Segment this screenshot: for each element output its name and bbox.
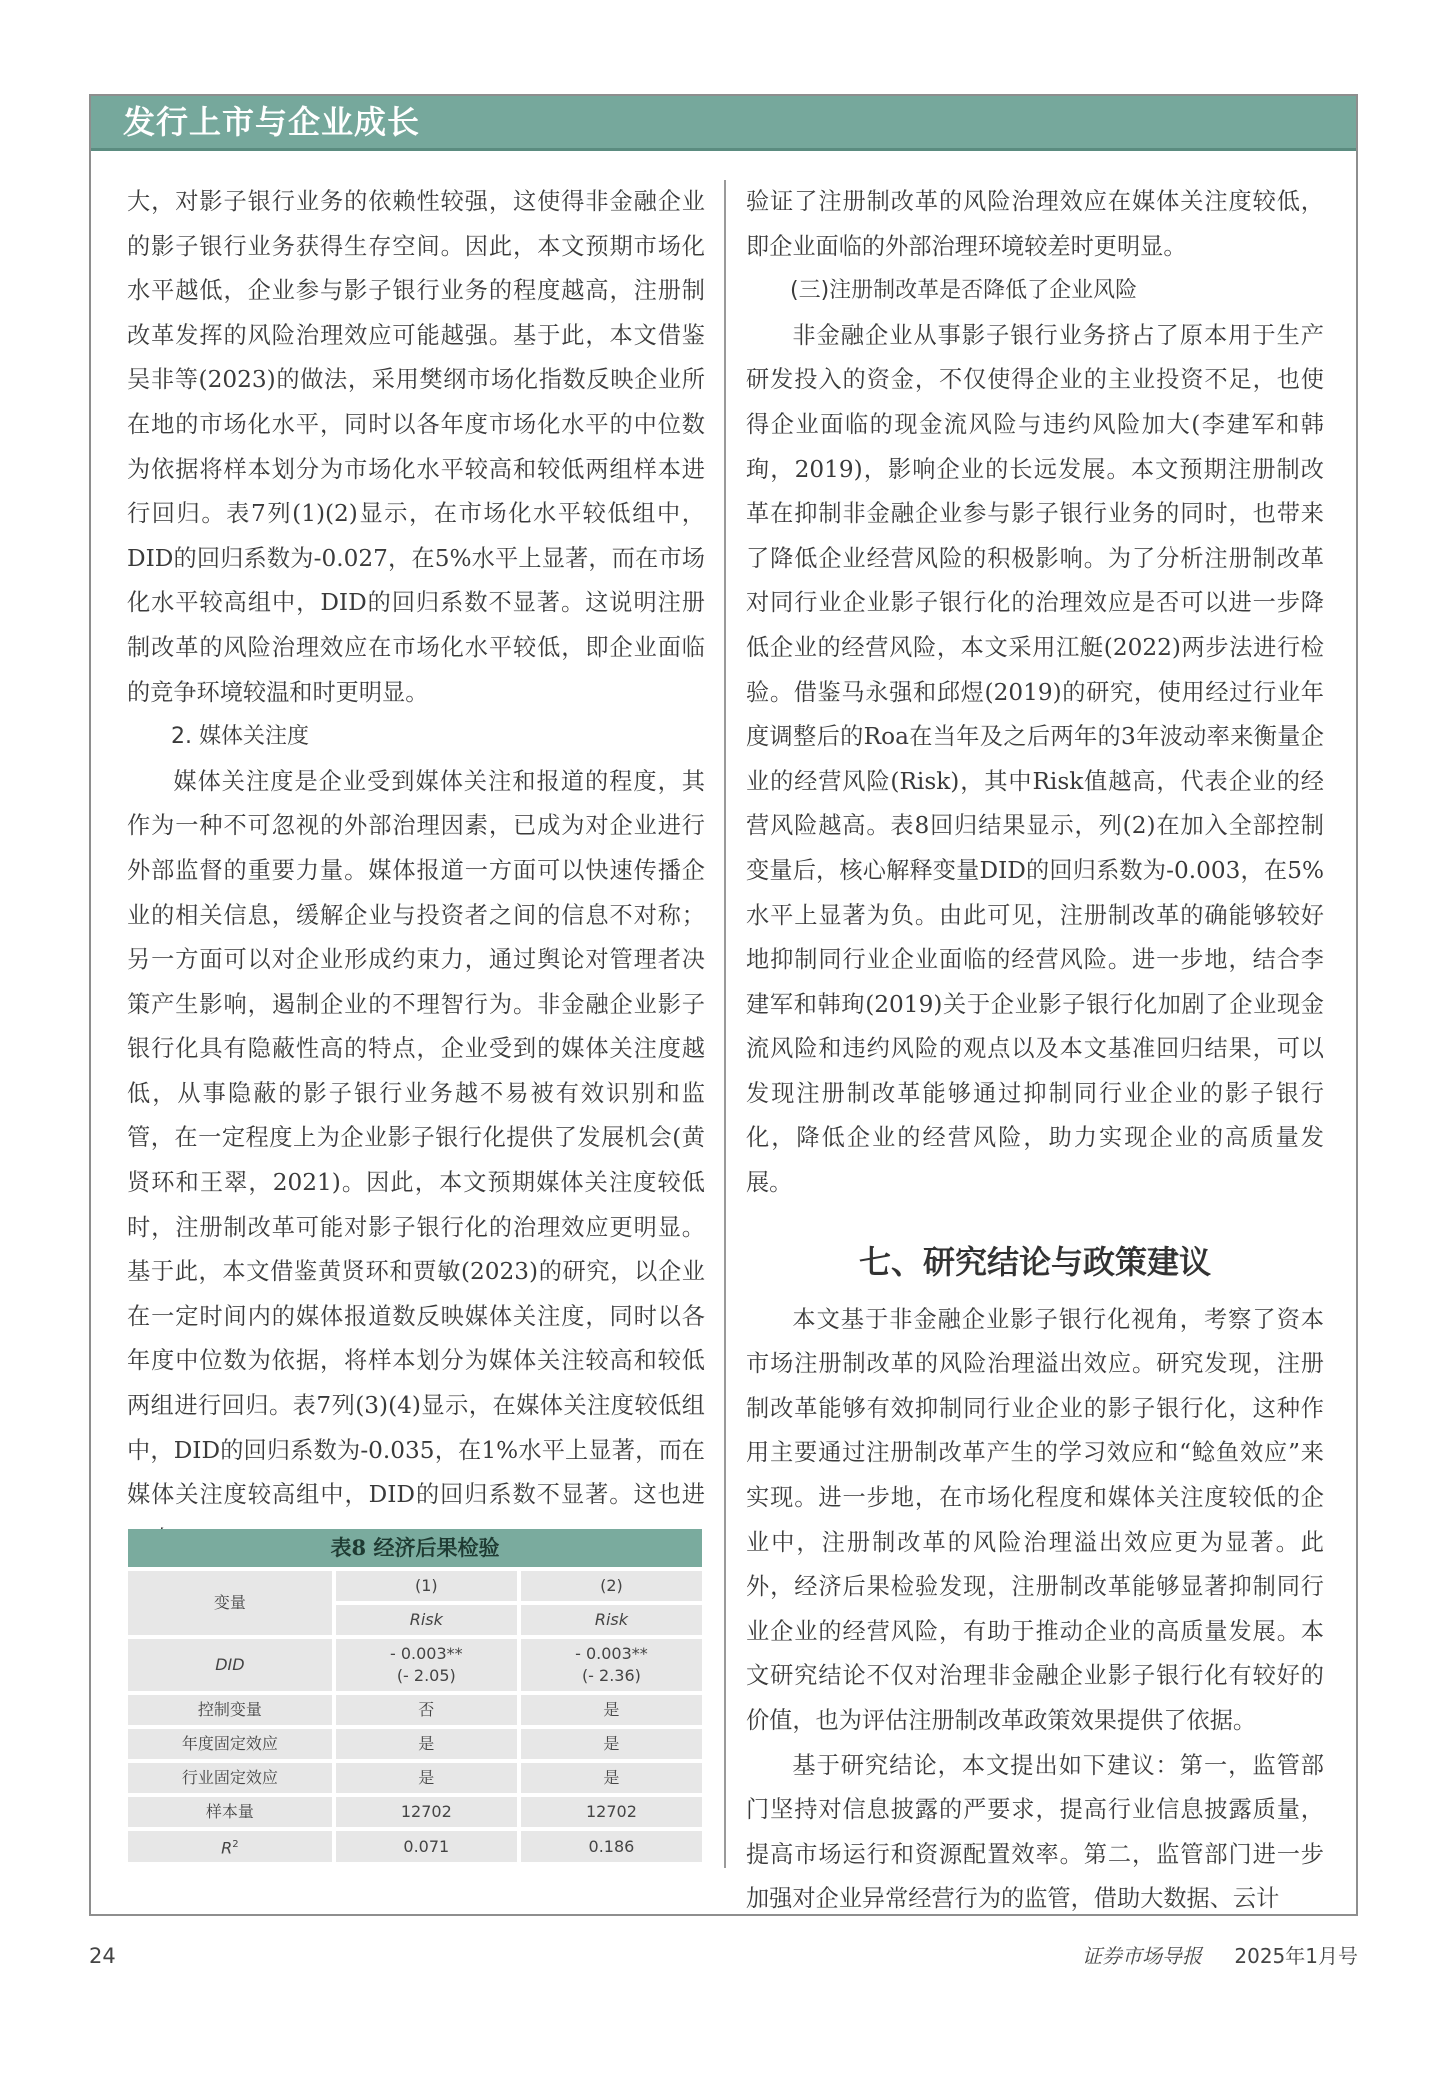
table-row bbox=[128, 1763, 702, 1793]
row-col2: 是 bbox=[521, 1695, 702, 1725]
table-row bbox=[128, 1729, 702, 1759]
did-col1-t: (- 2.05) bbox=[396, 1666, 456, 1685]
table-row bbox=[128, 1639, 702, 1691]
r2-col2: 0.186 bbox=[521, 1831, 702, 1862]
table-row bbox=[128, 1831, 702, 1862]
table-row bbox=[128, 1571, 702, 1601]
left-paragraph-2: 媒体关注度是企业受到媒体关注和报道的程度，其作为一种不可忽视的外部治理因素，已成为对企业进行外部监督的重要力量。媒体报道一方面可以快速传播企业的相关信息，缓解企业与投资者之间的信息不对称；另一方面可以对企业形成约束力，通过舆论对管理者决策产生影响，遏制企业的不理智行为。非金融企业影子银行化具有隐蔽性高的特点，企业受到的媒体关注度越低，从事隐蔽的影子银行业务越不易被有效识别和监管，在一定程度上为企业影子银行化提供了发展机会(黄贤环和王翠，2021)。因此，本文预期媒体关注度较低时，注册制改革可能对影子银行化的治理效应更明显。基于此，本文借鉴黄贤环和贾敏(2023)的研究，以企业在一定时间内的媒体报道数反映媒体关注度，同时以各年度中位数为依据，将样本划分为媒体关注较高和较低两组进行回归。表7列(3)(4)显示，在媒体关注度较低组中，DID的回归系数为-0.035，在1%水平上显著，而在媒体关注度较高组中，DID的回归系数不显著。这也进 bbox=[127, 767, 705, 1509]
col2-number: (2) bbox=[521, 1571, 702, 1601]
right-paragraph-1: 验证了注册制改革的风险治理效应在媒体关注度较低，即企业面临的外部治理环境较差时更明显。 bbox=[746, 188, 1324, 260]
table-row bbox=[128, 1695, 702, 1725]
journal-footer bbox=[1082, 1940, 1358, 1969]
journal-issue: 2025年1月号 bbox=[1234, 1944, 1358, 1968]
table-row bbox=[128, 1797, 702, 1827]
table-caption: 表8 经济后果检验 bbox=[128, 1529, 702, 1567]
row-col1: 否 bbox=[336, 1695, 517, 1725]
row-label: 年度固定效应 bbox=[128, 1729, 332, 1759]
col1-dependent: Risk bbox=[336, 1605, 517, 1635]
row-label: 行业固定效应 bbox=[128, 1763, 332, 1793]
left-column bbox=[127, 180, 705, 1562]
page-number: 24 bbox=[89, 1944, 116, 1968]
left-paragraph-1: 大，对影子银行业务的依赖性较强，这使得非金融企业的影子银行业务获得生存空间。因此，本文预期市场化水平越低，企业参与影子银行业务的程度越高，注册制改革发挥的风险治理效应可能越强。基于此，本文借鉴吴非等(2023)的做法，采用樊纲市场化指数反映企业所在地的市场化水平，同时以各年度市场化水平的中位数为依据将样本划分为市场化水平较高和较低两组样本进行回归。表7列(1)(2)显示，在市场化水平较低组中，DID的回归系数为-0.027，在5%水平上显著，而在市场化水平较高组中，DID的回归系数不显著。这说明注册制改革的风险治理效应在市场化水平较低，即企业面临的竞争环境较温和时更明显。 bbox=[127, 188, 705, 706]
col1-number: (1) bbox=[336, 1571, 517, 1601]
did-col1-coef: - 0.003** bbox=[389, 1644, 463, 1663]
r2-sup: 2 bbox=[232, 1839, 239, 1850]
right-subhead-risk: (三)注册制改革是否降低了企业风险 bbox=[790, 278, 1138, 304]
variable-header: 变量 bbox=[128, 1571, 332, 1635]
did-col2-coef: - 0.003** bbox=[575, 1644, 648, 1663]
journal-name: 证券市场导报 bbox=[1082, 1944, 1203, 1968]
column-divider bbox=[724, 180, 726, 1868]
row-col1: 12702 bbox=[336, 1797, 517, 1827]
row-col1: 是 bbox=[336, 1729, 517, 1759]
did-col1-cell bbox=[336, 1639, 517, 1691]
section-header-bar bbox=[91, 96, 1356, 151]
row-col2: 是 bbox=[521, 1729, 702, 1759]
row-col2: 是 bbox=[521, 1763, 702, 1793]
r2-label: R bbox=[221, 1838, 233, 1858]
right-column bbox=[746, 180, 1324, 1922]
table-8 bbox=[124, 1529, 706, 1866]
did-col2-t: (- 2.36) bbox=[581, 1666, 641, 1685]
row-col1: 是 bbox=[336, 1763, 517, 1793]
row-label: 样本量 bbox=[128, 1797, 332, 1827]
left-subhead-media: 2. 媒体关注度 bbox=[171, 724, 309, 750]
table-8-wrapper bbox=[128, 1529, 702, 1866]
r2-col1: 0.071 bbox=[336, 1831, 517, 1862]
col2-dependent: Risk bbox=[521, 1605, 702, 1635]
right-paragraph-2: 非金融企业从事影子银行业务挤占了原本用于生产研发投入的资金，不仅使得企业的主业投资不足，也使得企业面临的现金流风险与违约风险加大(李建军和韩珣，2019)，影响企业的长远发展。本文预期注册制改革在抑制非金融企业参与影子银行业务的同时，也带来了降低企业经营风险的积极影响。为了分析注册制改革对同行业企业影子银行化的治理效应是否可以进一步降低企业的经营风险，本文采用江艇(2022)两步法进行检验。借鉴马永强和邱煜(2019)的研究，使用经过行业年度调整后的Roa在当年及之后两年的3年波动率来衡量企业的经营风险(Risk)，其中Risk值越高，代表企业的经营风险越高。表8回归结果显示，列(2)在加入全部控制变量后，核心解释变量DID的回归系数为-0.003，在5%水平上显著为负。由此可见，注册制改革的确能够较好地抑制同行业企业面临的经营风险。进一步地，结合李建军和韩珣(2019)关于企业影子银行化加剧了企业现金流风险和违约风险的观点以及本文基准回归结果，可以发现注册制改革能够通过抑制同行业企业的影子银行化，降低企业的经营风险，助力实现企业的高质量发展。 bbox=[746, 321, 1324, 1197]
section-title: 发行上市与企业成长 bbox=[123, 103, 421, 141]
row-label: 控制变量 bbox=[128, 1695, 332, 1725]
right-paragraph-3: 本文基于非金融企业影子银行化视角，考察了资本市场注册制改革的风险治理溢出效应。研究发现，注册制改革能够有效抑制同行业企业的影子银行化，这种作用主要通过注册制改革产生的学习效应和“鲶鱼效应”来实现。进一步地，在市场化程度和媒体关注度较低的企业中，注册制改革的风险治理溢出效应更为显著。此外，经济后果检验发现，注册制改革能够显著抑制同行业企业的经营风险，有助于推动企业的高质量发展。本文研究结论不仅对治理非金融企业影子银行化有较好的价值，也为评估注册制改革政策效果提供了依据。 bbox=[746, 1305, 1324, 1734]
did-col2-cell bbox=[521, 1639, 702, 1691]
right-paragraph-4: 基于研究结论，本文提出如下建议：第一，监管部门坚持对信息披露的严要求，提高行业信息披露质量，提高市场运行和资源配置效率。第二，监管部门进一步加强对企业异常经营行为的监管，借助大数据、云计 bbox=[746, 1751, 1324, 1913]
did-label: DID bbox=[128, 1639, 332, 1691]
row-col2: 12702 bbox=[521, 1797, 702, 1827]
conclusion-heading: 七、研究结论与政策建议 bbox=[858, 1242, 1211, 1281]
r2-label-cell bbox=[128, 1831, 332, 1862]
